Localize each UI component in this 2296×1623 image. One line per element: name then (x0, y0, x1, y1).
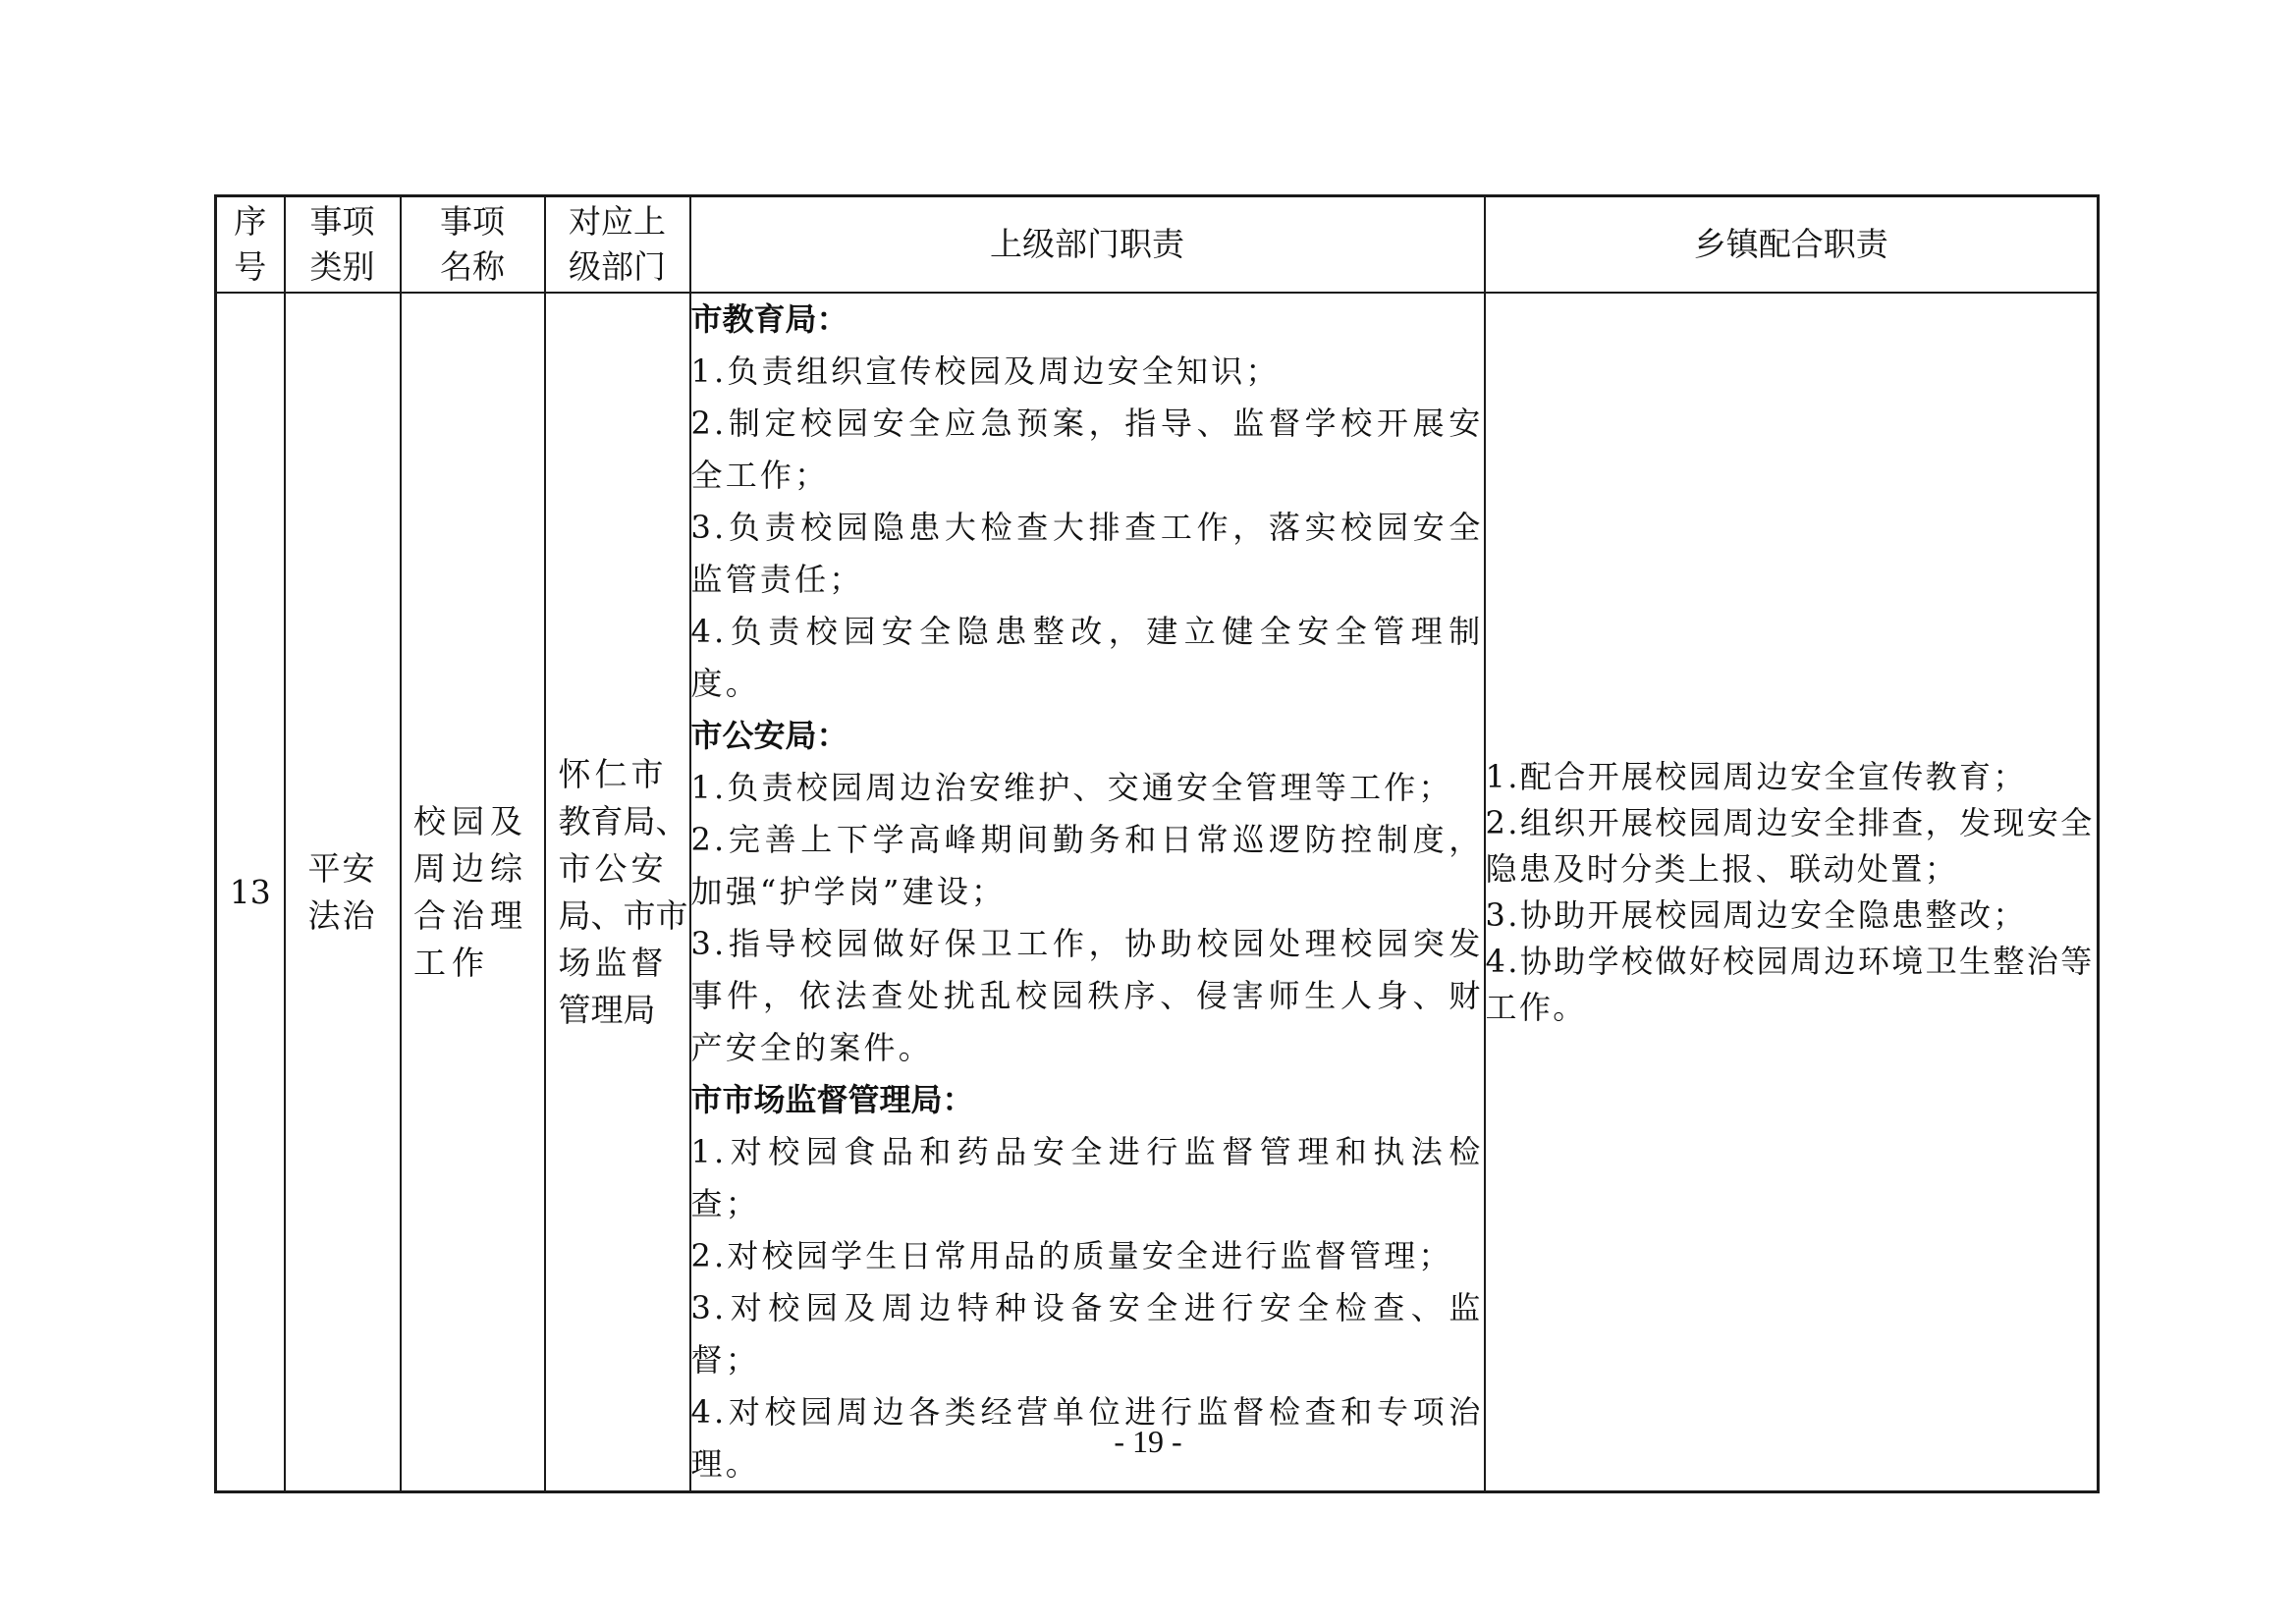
cell-seq: 13 (216, 293, 285, 1492)
upper-duty-item: 4.对校园周边各类经营单位进行监督检查和专项治理。 (690, 1393, 1484, 1483)
upper-duty-item: 1.负责校园周边治安维护、交通安全管理等工作； (690, 769, 1453, 806)
duty-table (214, 194, 2100, 1493)
header-name: 事项 名称 (401, 196, 545, 294)
town-duty-item: 4.协助学校做好校园周边环境卫生整治等工作。 (1485, 942, 2095, 1026)
town-duty-item: 2.组织开展校园周边安全排查，发现安全隐患及时分类上报、联动处置； (1485, 803, 2095, 888)
upper-duty-item: 2.对校园学生日常用品的质量安全进行监督管理； (690, 1237, 1453, 1274)
upper-duty-item: 4.负责校园安全隐患整改，建立健全安全管理制度。 (690, 613, 1484, 702)
upper-duty-item: 1.负责组织宣传校园及周边安全知识； (690, 352, 1281, 390)
cell-category: 平安 法治 (285, 293, 401, 1492)
upper-duty-item: 2.完善上下学高峰期间勤务和日常巡逻防控制度，加强“护学岗”建设； (690, 821, 1484, 910)
upper-duty-item: 1.对校园食品和药品安全进行监督管理和执法检查； (690, 1133, 1484, 1222)
header-dept: 对应上 级部门 (545, 196, 690, 294)
upper-duty-title-market: 市市场监督管理局： (690, 1081, 974, 1118)
header-town-duty: 乡镇配合职责 (1485, 196, 2099, 294)
table-header-row (216, 196, 2099, 294)
table-row (216, 293, 2099, 1492)
cell-upper-duty (690, 293, 1485, 1492)
cell-town-duty (1485, 293, 2099, 1492)
town-duty-item: 1.配合开展校园周边安全宣传教育； (1485, 757, 2027, 795)
cell-item-name: 校园及 周边综 合治理 工作 (401, 293, 545, 1492)
upper-duty-item: 3.指导校园做好保卫工作，协助校园处理校园突发事件，依法查处扰乱校园秩序、侵害师生人身、财产安全的案件。 (690, 925, 1484, 1066)
upper-duty-item: 3.对校园及周边特种设备安全进行安全检查、监督； (690, 1289, 1484, 1379)
town-duty-item: 3.协助开展校园周边安全隐患整改； (1485, 895, 2027, 934)
upper-duty-title-police: 市公安局： (690, 717, 848, 754)
header-seq: 序 号 (216, 196, 285, 294)
upper-duty-title-education: 市教育局： (690, 300, 848, 338)
header-upper-duty: 上级部门职责 (690, 196, 1485, 294)
upper-duty-item: 3.负责校园隐患大检查大排查工作，落实校园安全监管责任； (690, 509, 1484, 598)
cell-dept: 怀仁市 教育局、 市公安 局、市市 场监督 管理局 (545, 293, 690, 1492)
header-category: 事项 类别 (285, 196, 401, 294)
upper-duty-item: 2.制定校园安全应急预案，指导、监督学校开展安全工作； (690, 405, 1484, 494)
page-number: - 19 - (1114, 1424, 1182, 1459)
